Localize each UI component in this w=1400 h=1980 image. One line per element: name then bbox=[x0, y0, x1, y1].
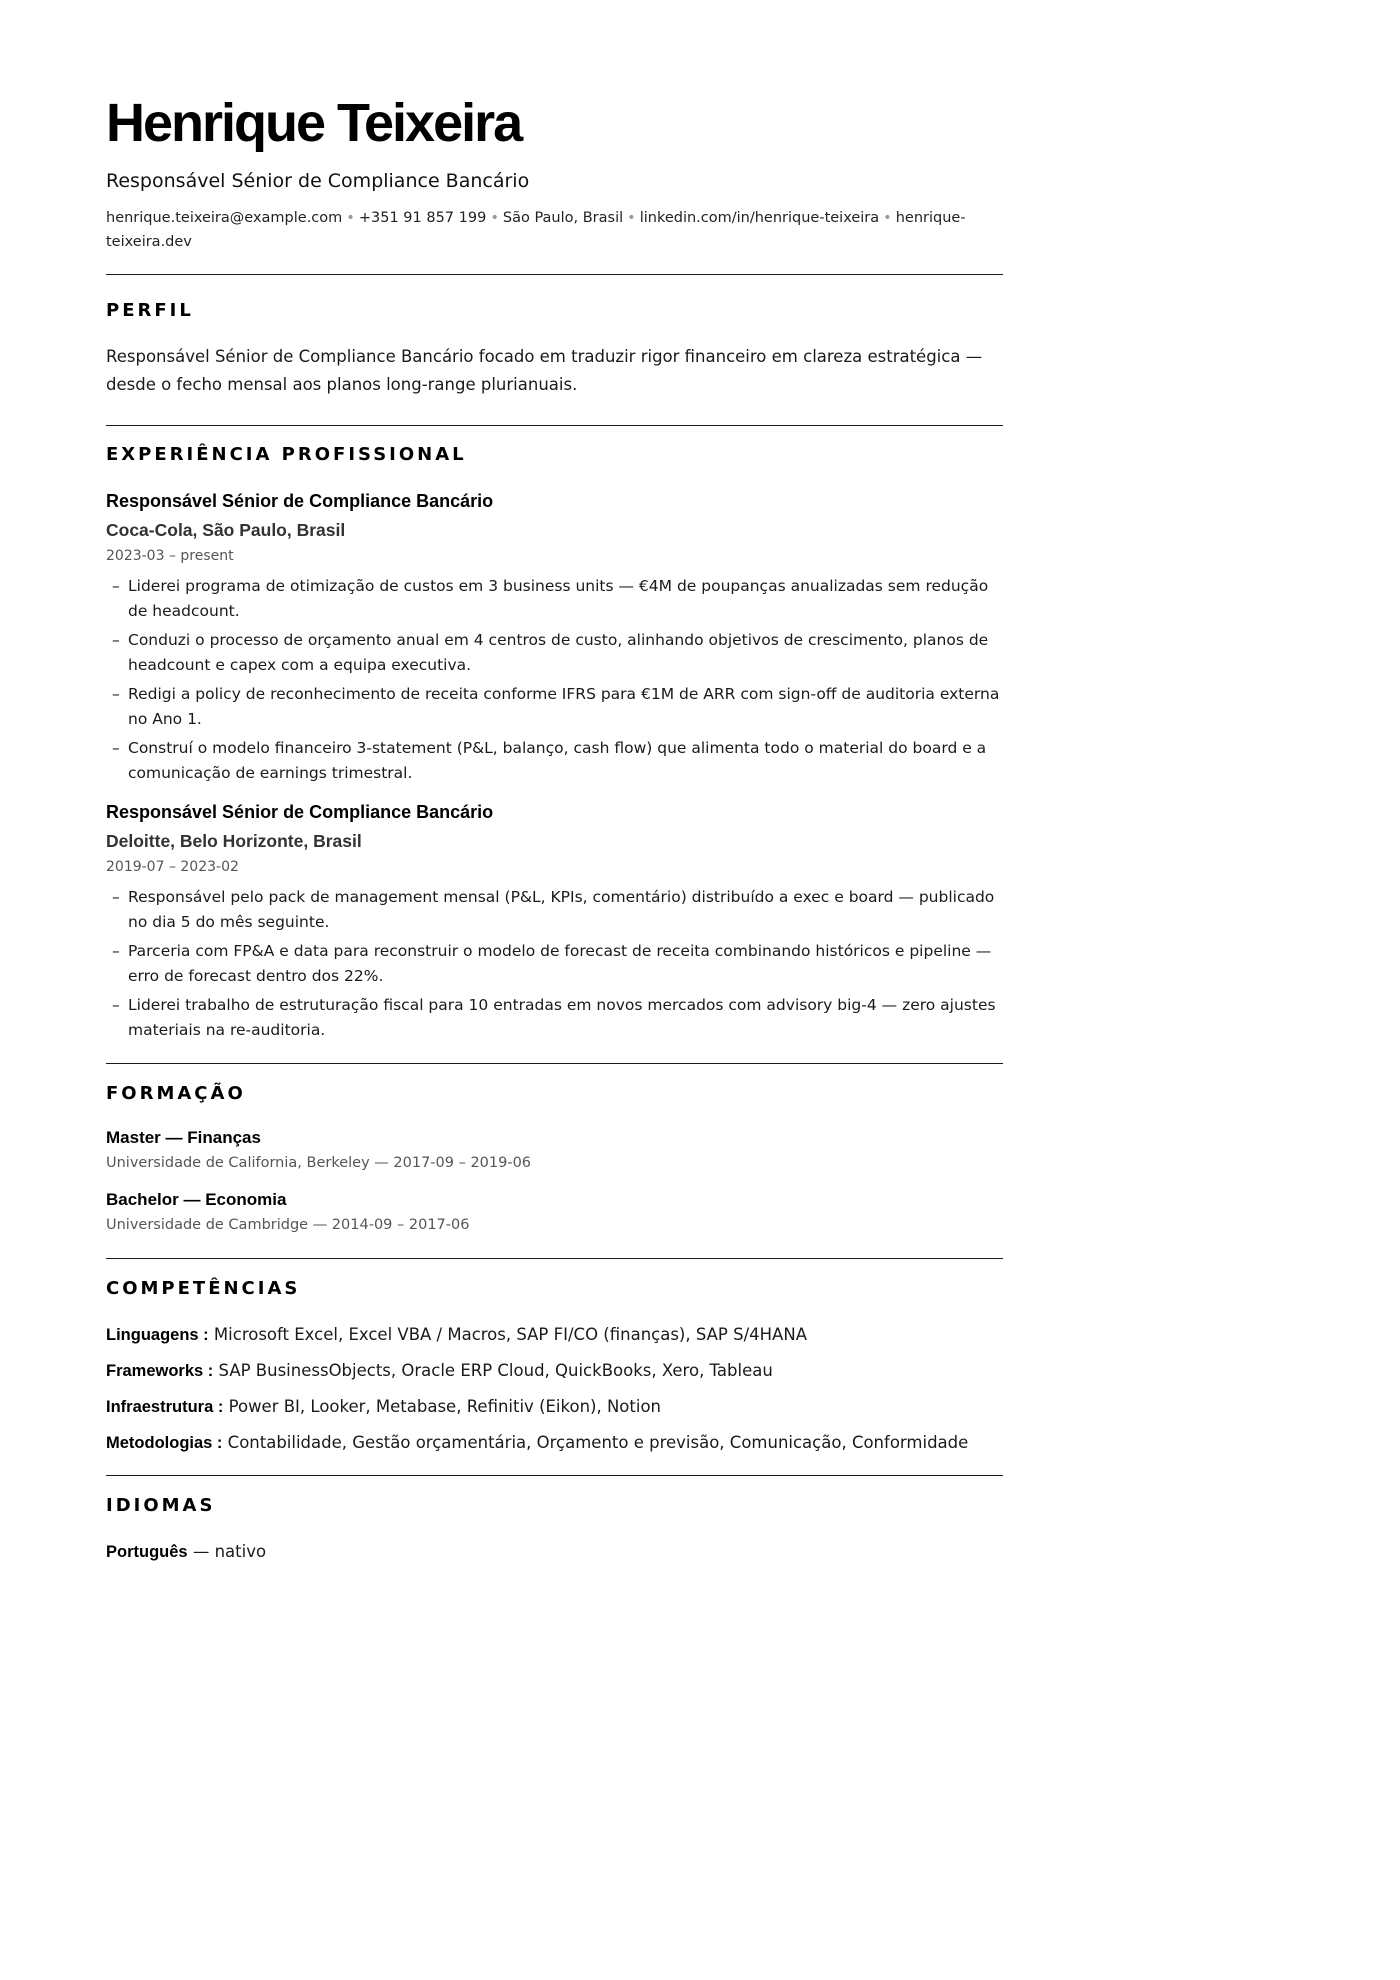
bullet-dash: – bbox=[112, 577, 120, 595]
job-bullet bbox=[106, 574, 1003, 624]
skills-list bbox=[106, 1323, 1003, 1455]
contact-website[interactable]: henrique-teixeira.dev bbox=[106, 210, 966, 250]
job-bullet bbox=[106, 628, 1003, 678]
bullet-dash: – bbox=[112, 942, 120, 960]
bullet-dash: – bbox=[112, 996, 120, 1014]
education-degree: Bachelor — Economia bbox=[106, 1190, 287, 1209]
job-bullet bbox=[106, 682, 1003, 732]
language-row bbox=[106, 1540, 1003, 1564]
job-company: Coca-Cola, São Paulo, Brasil bbox=[106, 520, 346, 540]
skill-label: Frameworks : bbox=[106, 1362, 214, 1380]
contact-separator: • bbox=[627, 210, 636, 226]
resume-page bbox=[106, 92, 1003, 1564]
job-bullet-text: Construí o modelo financeiro 3-statement (P&L, balanço, cash flow) que alimenta todo o material do board e a comunicação de earnings trimestral. bbox=[128, 739, 987, 782]
section-heading-experience: EXPERIÊNCIA PROFISSIONAL bbox=[106, 444, 467, 465]
job-bullet bbox=[106, 939, 1003, 989]
section-heading-profile: PERFIL bbox=[106, 300, 194, 321]
job-title: Responsável Sénior de Compliance Bancário bbox=[106, 491, 494, 511]
profile-section bbox=[106, 275, 1003, 399]
contact-location: São Paulo, Brasil bbox=[502, 210, 624, 226]
contact-email[interactable]: henrique.teixeira@example.com bbox=[106, 210, 343, 226]
skill-value: Contabilidade, Gestão orçamentária, Orçamento e previsão, Comunicação, Conformidade bbox=[227, 1433, 969, 1452]
contact-separator: • bbox=[883, 210, 892, 226]
skill-row bbox=[106, 1359, 1003, 1383]
section-heading-languages: IDIOMAS bbox=[106, 1495, 216, 1516]
section-heading-skills: COMPETÊNCIAS bbox=[106, 1278, 301, 1299]
bullet-dash: – bbox=[112, 631, 120, 649]
skill-label: Metodologias : bbox=[106, 1434, 223, 1452]
skill-value: SAP BusinessObjects, Oracle ERP Cloud, QuickBooks, Xero, Tableau bbox=[218, 1361, 773, 1380]
skill-label: Infraestrutura : bbox=[106, 1398, 224, 1416]
education-meta: Universidade de Cambridge — 2014-09 – 2017-06 bbox=[106, 1217, 470, 1233]
skill-row bbox=[106, 1431, 1003, 1455]
job-title: Responsável Sénior de Compliance Bancário bbox=[106, 802, 494, 822]
education-degree: Master — Finanças bbox=[106, 1128, 261, 1147]
bullet-dash: – bbox=[112, 685, 120, 703]
education-entry bbox=[106, 1126, 1003, 1174]
job-bullet bbox=[106, 736, 1003, 786]
contact-separator: • bbox=[346, 210, 355, 226]
candidate-title: Responsável Sénior de Compliance Bancário bbox=[106, 170, 530, 192]
language-name: Português bbox=[106, 1543, 188, 1561]
job-bullet-text: Conduzi o processo de orçamento anual em 4 centros de custo, alinhando objetivos de crescimento, planos de headcount e capex com a equipa executiva. bbox=[128, 631, 989, 674]
language-level: nativo bbox=[214, 1542, 267, 1561]
profile-summary: Responsável Sénior de Compliance Bancário focado em traduzir rigor financeiro em clareza estratégica — desde o fecho mensal aos planos long-range plurianuais. bbox=[106, 347, 983, 394]
job-bullet-text: Redigi a policy de reconhecimento de receita conforme IFRS para €1M de ARR com sign-off de auditoria externa no Ano 1. bbox=[128, 685, 1000, 728]
job-dates: 2019-07 – 2023-02 bbox=[106, 859, 239, 875]
bullet-dash: – bbox=[112, 739, 120, 757]
job-bullets bbox=[106, 574, 1003, 786]
contact-line bbox=[106, 206, 1003, 254]
skills-section bbox=[106, 1259, 1003, 1455]
contact-linkedin[interactable]: linkedin.com/in/henrique-teixeira bbox=[639, 210, 880, 226]
job-dates: 2023-03 – present bbox=[106, 548, 234, 564]
job-company: Deloitte, Belo Horizonte, Brasil bbox=[106, 831, 362, 851]
job-bullet-text: Liderei trabalho de estruturação fiscal para 10 entradas em novos mercados com advisory big-4 — zero ajustes materiais na re-auditoria. bbox=[128, 996, 996, 1039]
education-meta: Universidade de California, Berkeley — 2017-09 – 2019-06 bbox=[106, 1155, 532, 1171]
section-heading-education: FORMAÇÃO bbox=[106, 1083, 246, 1104]
job-bullet-text: Parceria com FP&A e data para reconstruir o modelo de forecast de receita combinando históricos e pipeline — erro de forecast dentro dos 22%. bbox=[128, 942, 992, 985]
job-bullet-text: Liderei programa de otimização de custos em 3 business units — €4M de poupanças anualizadas sem redução de headcount. bbox=[128, 577, 989, 620]
job-entry bbox=[106, 489, 1003, 786]
skill-row bbox=[106, 1395, 1003, 1419]
job-bullet bbox=[106, 885, 1003, 935]
contact-phone[interactable]: +351 91 857 199 bbox=[358, 210, 487, 226]
education-section bbox=[106, 1064, 1003, 1236]
education-entry bbox=[106, 1188, 1003, 1236]
experience-section bbox=[106, 426, 1003, 1043]
job-bullet bbox=[106, 993, 1003, 1043]
candidate-name: Henrique Teixeira bbox=[106, 93, 522, 153]
contact-separator: • bbox=[490, 210, 499, 226]
job-bullets bbox=[106, 885, 1003, 1043]
bullet-dash: – bbox=[112, 888, 120, 906]
job-entry bbox=[106, 800, 1003, 1043]
languages-section bbox=[106, 1476, 1003, 1564]
skill-value: Microsoft Excel, Excel VBA / Macros, SAP FI/CO (finanças), SAP S/4HANA bbox=[213, 1325, 807, 1344]
skill-value: Power BI, Looker, Metabase, Refinitiv (Eikon), Notion bbox=[228, 1397, 662, 1416]
skill-label: Linguagens : bbox=[106, 1326, 209, 1344]
job-bullet-text: Responsável pelo pack de management mensal (P&L, KPIs, comentário) distribuído a exec e board — publicado no dia 5 do mês seguinte. bbox=[128, 888, 995, 931]
skill-row bbox=[106, 1323, 1003, 1347]
language-separator: — bbox=[192, 1542, 210, 1561]
